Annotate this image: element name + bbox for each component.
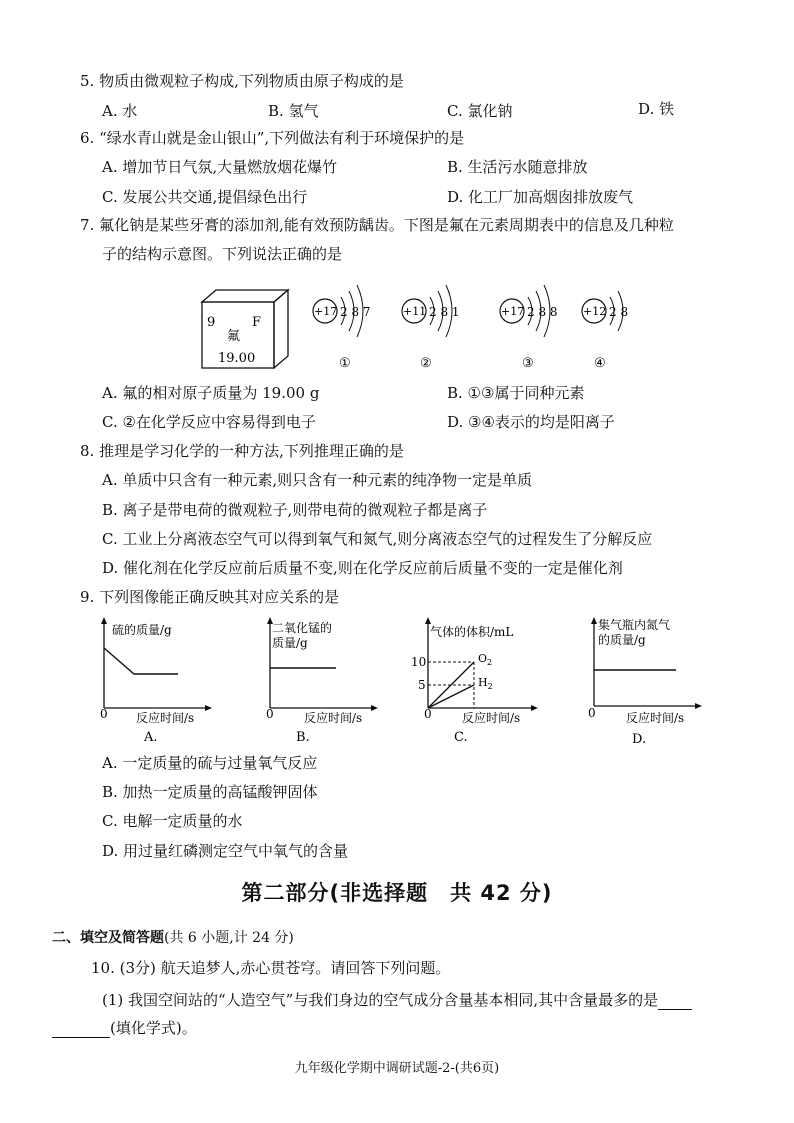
graph-b-ylabel: 二氧化锰的 <box>272 621 333 635</box>
particle-2-label: ② <box>420 356 432 370</box>
q9-option-b: B. 加热一定质量的高锰酸钾固体 <box>102 783 318 801</box>
question-7-stem-line1: 7. 氟化钠是某些牙膏的添加剂,能有效预防龋齿。下图是氟在元素周期表中的信息及几种粒 <box>80 216 674 234</box>
graph-a-label: A. <box>144 730 158 745</box>
particle-2 <box>402 285 460 370</box>
particle-1 <box>313 285 371 370</box>
graph-b <box>256 614 386 746</box>
graph-d-label: D. <box>632 732 647 746</box>
particle-3-nucleus: +17 <box>501 305 525 318</box>
element-name: 氟 <box>227 329 241 344</box>
q9-option-c: C. 电解一定质量的水 <box>102 812 243 830</box>
graph-b-xlabel: 反应时间/s <box>304 711 363 725</box>
answer-blank-10-1[interactable] <box>658 995 692 1010</box>
graph-c-tick-5: 5 <box>418 678 426 692</box>
q7-option-b: B. ①③属于同种元素 <box>447 384 585 402</box>
element-cell <box>202 290 288 368</box>
part2-heading: 二、填空及简答题(共 6 小题,计 24 分) <box>52 930 294 946</box>
q7-option-a: A. 氟的相对原子质量为 19.00 g <box>102 384 320 402</box>
answer-blank-10-1-cont[interactable] <box>52 1023 110 1038</box>
graph-c-ylabel: 气体的体积/mL <box>430 625 514 639</box>
graph-d <box>582 614 712 746</box>
q5-option-d: D. 铁 <box>638 100 675 118</box>
q6-option-c: C. 发展公共交通,提倡绿色出行 <box>102 188 308 206</box>
particle-2-nucleus: +11 <box>403 305 427 318</box>
question-6-stem: 6. “绿水青山就是金山银山”,下列做法有利于环境保护的是 <box>80 129 465 147</box>
q7-option-d: D. ③④表示的均是阳离子 <box>447 413 615 431</box>
section-title: 第二部分(非选择题 共 42 分) <box>241 881 553 905</box>
graph-d-origin: 0 <box>588 706 596 720</box>
particle-3-shells: 2 8 8 <box>527 305 558 319</box>
graph-a-curve <box>104 648 178 674</box>
q6-option-a: A. 增加节日气氛,大量燃放烟花爆竹 <box>102 158 338 176</box>
question-10-1-line1: (1) 我国空间站的“人造空气”与我们身边的空气成分含量基本相同,其中含量最多的是 <box>102 990 692 1010</box>
page-footer: 九年级化学期中调研试题-2-(共6页) <box>294 1061 500 1076</box>
question-10-1-line2: (填化学式)。 <box>52 1018 197 1038</box>
q8-option-b: B. 离子是带电荷的微观粒子,则带电荷的微观粒子都是离子 <box>102 501 488 519</box>
particle-3 <box>500 285 558 370</box>
q8-option-d: D. 催化剂在化学反应前后质量不变,则在化学反应前后质量不变的一定是催化剂 <box>102 559 623 577</box>
q6-option-d: D. 化工厂加高烟囱排放废气 <box>447 188 634 206</box>
element-and-particle-figure <box>190 284 660 370</box>
graph-a-xlabel: 反应时间/s <box>136 711 195 725</box>
particle-1-nucleus: +17 <box>314 305 338 318</box>
graph-d-xlabel: 反应时间/s <box>626 711 685 725</box>
graph-d-ylabel: 集气瓶内氮气 <box>598 618 671 632</box>
graph-c-line-h2 <box>428 685 474 708</box>
question-5-stem: 5. 物质由微观粒子构成,下列物质由原子构成的是 <box>80 72 404 90</box>
particle-3-label: ③ <box>522 356 534 370</box>
graph-d-ylabel2: 的质量/g <box>598 633 646 647</box>
q5-option-c: C. 氯化钠 <box>447 102 513 120</box>
graph-b-label: B. <box>296 730 310 745</box>
graph-c-h2-label: $H_2$ <box>478 676 493 691</box>
q9-option-d: D. 用过量红磷测定空气中氧气的含量 <box>102 842 349 860</box>
q8-option-a: A. 单质中只含有一种元素,则只含有一种元素的纯净物一定是单质 <box>102 471 533 489</box>
particle-4 <box>582 291 628 370</box>
graph-a-ylabel: 硫的质量/g <box>112 623 172 637</box>
question-9-stem: 9. 下列图像能正确反映其对应关系的是 <box>80 588 340 606</box>
q8-option-c: C. 工业上分离液态空气可以得到氧气和氮气,则分离液态空气的过程发生了分解反应 <box>102 530 653 548</box>
graph-c <box>408 614 548 746</box>
particle-4-label: ④ <box>594 356 606 370</box>
element-symbol: F <box>252 315 262 330</box>
question-7-stem-line2: 子的结构示意图。下列说法正确的是 <box>102 245 343 263</box>
particle-4-shells: 2 8 <box>609 305 629 319</box>
q9-option-a: A. 一定质量的硫与过量氧气反应 <box>102 754 318 772</box>
graph-c-label: C. <box>454 730 468 745</box>
question-8-stem: 8. 推理是学习化学的一种方法,下列推理正确的是 <box>80 442 404 460</box>
graph-b-origin: 0 <box>266 707 274 721</box>
graph-c-tick-10: 10 <box>411 655 427 669</box>
particle-1-label: ① <box>339 356 351 370</box>
graph-c-origin: 0 <box>424 707 432 721</box>
q5-option-b: B. 氢气 <box>268 102 319 120</box>
graph-a-origin: 0 <box>100 707 108 721</box>
particle-1-shells: 2 8 7 <box>340 305 371 319</box>
atomic-mass: 19.00 <box>218 351 256 366</box>
question-10-stem: 10. (3分) 航天追梦人,赤心贯苍穹。请回答下列问题。 <box>91 959 451 977</box>
q6-option-b: B. 生活污水随意排放 <box>447 158 588 176</box>
q5-option-a: A. 水 <box>102 102 138 120</box>
graph-b-ylabel2: 质量/g <box>272 636 308 650</box>
graph-a <box>90 614 220 746</box>
graph-c-xlabel: 反应时间/s <box>462 711 521 725</box>
q7-option-c: C. ②在化学反应中容易得到电子 <box>102 413 316 431</box>
graph-c-o2-label: $O_2$ <box>478 652 493 667</box>
atomic-number: 9 <box>207 315 216 330</box>
particle-4-nucleus: +12 <box>583 305 607 318</box>
particle-2-shells: 2 8 1 <box>429 305 460 319</box>
